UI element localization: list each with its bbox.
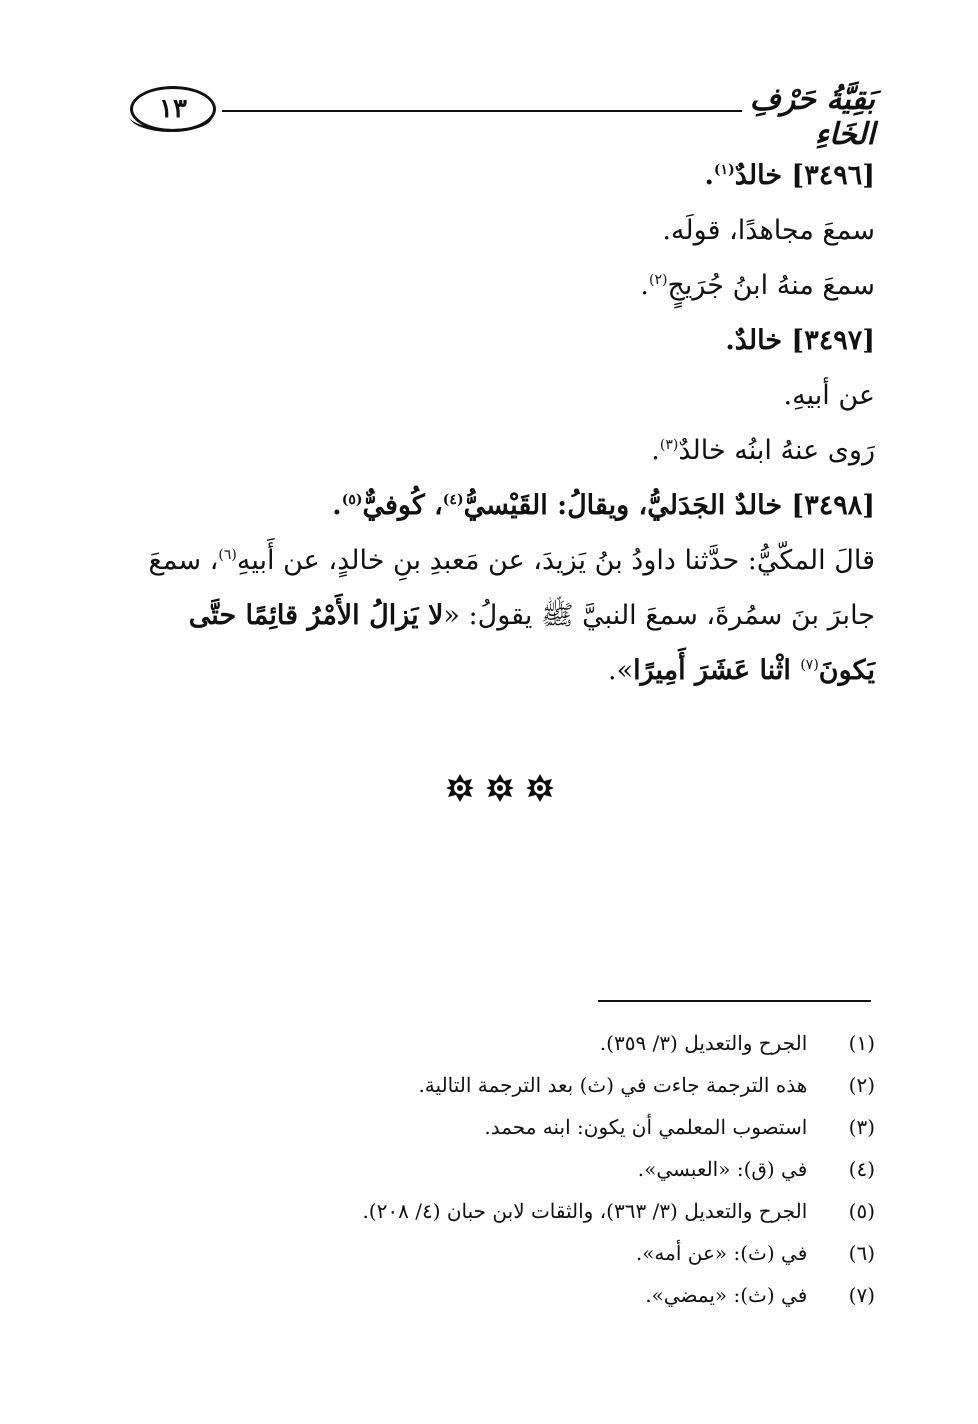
- footnote-text: استصوب المعلمي أن يكون: ابنه محمد.: [484, 1115, 808, 1139]
- entry-3496-heading: [٣٤٩٦] خالدٌ$^{(١)}$.: [704, 160, 875, 191]
- footnote-ref-7: (٧): [800, 657, 819, 673]
- footnote-rule: [598, 1000, 871, 1002]
- main-text: [130, 148, 875, 698]
- hadith-text-end: اثْنا عَشَرَ أَمِيرًا: [633, 655, 801, 686]
- footnote-ref-3: (٣): [659, 437, 679, 453]
- footnote-item: [130, 1148, 875, 1190]
- footnote-text: في (ق): «العبسي».: [637, 1157, 808, 1181]
- entry-3497-line: رَوى عنهُ ابنُه خالدٌ$^{(٣)}$.: [651, 435, 875, 466]
- footnote-item: [130, 1106, 875, 1148]
- footnote-number: (٢): [848, 1073, 875, 1097]
- section-divider: [445, 768, 555, 808]
- footnote-text: في (ث): «عن أمه».: [635, 1241, 808, 1265]
- star-ornament-icon: [525, 773, 555, 803]
- star-ornament-icon: [485, 773, 515, 803]
- footnote-text: الجرح والتعديل (٣/ ٣٦٣)، والثقات لابن حبان (٤/ ٢٠٨).: [362, 1199, 808, 1223]
- footnote-text: هذه الترجمة جاءت في (ث) بعد الترجمة التالية.: [418, 1073, 808, 1097]
- entry-3496-line: سمعَ منهُ ابنُ جُرَيجٍ$^{(٢)}$.: [640, 270, 875, 301]
- footnote-item: [130, 1022, 875, 1064]
- star-ornament-icon: [445, 773, 475, 803]
- entry-3498-paragraph: قالَ المكّيُّ: حدَّثنا داودُ بنُ يَزيدَ، عن مَعبدِ بنِ خالدٍ، عن أَبيهِ$^{(٦)}$، سمعَ جابرَ بنَ سمُرةَ، سمعَ النبيَّ ﷺ يقولُ: «لا يَزالُ الأَمْرُ قائِمًا حتَّى يَكونَ$^{(٧)}$ اثْنا عَشَرَ أَمِيرًا».: [148, 545, 875, 686]
- footnote-item: [130, 1190, 875, 1232]
- running-title: بَقِيَّةُ حَرْفِ الخَاءِ: [749, 82, 875, 152]
- footnotes: [130, 1022, 875, 1316]
- entry-3496-line: سمعَ مجاهدًا، قولَه.: [662, 215, 875, 246]
- footnote-number: (١): [848, 1031, 875, 1055]
- footnote-ref-4: (٤): [442, 492, 464, 508]
- entry-3497-line: عن أبيهِ.: [783, 380, 875, 411]
- footnote-ref-6: (٦): [218, 547, 237, 563]
- footnote-number: (٤): [848, 1157, 875, 1181]
- footnote-item: [130, 1064, 875, 1106]
- footnote-item: [130, 1274, 875, 1316]
- footnote-number: (٧): [848, 1283, 875, 1307]
- footnote-number: (٣): [848, 1115, 875, 1139]
- footnote-ref-2: (٢): [648, 272, 668, 288]
- entry-3497-heading: [٣٤٩٧] خالدٌ.: [725, 325, 875, 356]
- footnote-number: (٦): [848, 1241, 875, 1265]
- footnote-ref-5: (٥): [341, 492, 363, 508]
- hadith-text: لا يَزالُ الأَمْرُ قائِمًا حتَّى يَكونَ: [188, 600, 875, 686]
- footnote-ref-1: (١): [713, 162, 735, 178]
- entry-3498-heading: [٣٤٩٨] خالدٌ الجَدَليُّ، ويقالُ: القَيْسيُّ$^{(٤)}$، كُوفيٌّ$^{(٥)}$.: [332, 490, 875, 521]
- footnote-item: [130, 1232, 875, 1274]
- page-header: [130, 80, 875, 152]
- page-number: ١٣: [130, 86, 216, 132]
- header-rule: [222, 110, 742, 112]
- footnote-number: (٥): [848, 1199, 875, 1223]
- footnote-text: الجرح والتعديل (٣/ ٣٥٩).: [599, 1031, 808, 1055]
- footnote-text: في (ث): «يمضي».: [645, 1283, 808, 1307]
